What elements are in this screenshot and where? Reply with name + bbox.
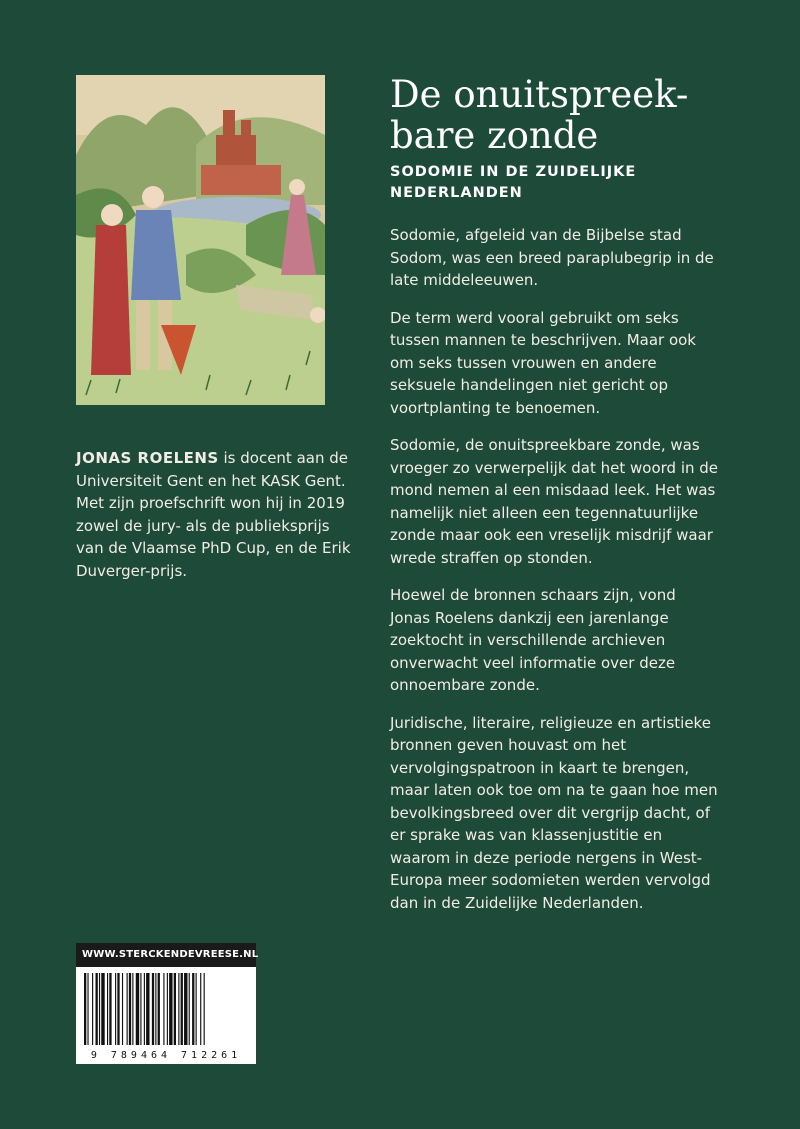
blurb-paragraph-2: De term werd vooral gebruikt om seks tussen mannen te beschrijven. Maar ook om seks tussen vrouwen en andere seksuele handelingen niet gericht op voortplanting te benoemen. <box>390 308 696 417</box>
book-title <box>390 74 770 156</box>
woodcut-image <box>76 75 325 405</box>
barcode-bar <box>87 973 88 1045</box>
barcode-bar <box>140 973 141 1045</box>
barcode-bar <box>96 973 98 1045</box>
barcode-bar <box>167 973 168 1045</box>
publisher-website[interactable]: WWW.STERCKENDEVREESE.NL <box>76 943 256 967</box>
author-name: JONAS ROELENS <box>76 449 219 467</box>
blurb <box>390 224 720 929</box>
barcode-bar <box>127 973 128 1045</box>
cover-illustration <box>76 75 325 405</box>
barcode-bar <box>192 973 194 1045</box>
barcode-bar <box>129 973 131 1045</box>
book-subtitle <box>390 162 750 204</box>
barcode-bar <box>152 973 154 1045</box>
barcode-bar <box>107 973 108 1045</box>
barcode-bar <box>189 973 190 1045</box>
barcode-bar <box>117 973 119 1045</box>
barcode-bar <box>181 973 183 1045</box>
barcode <box>76 967 256 1064</box>
title-line-2: bare zonde <box>390 114 599 157</box>
barcode-bar <box>136 973 139 1045</box>
barcode-bar <box>109 973 111 1045</box>
barcode-bar <box>178 973 179 1045</box>
barcode-bar <box>158 973 160 1045</box>
blurb-paragraph-5: Juridische, literaire, religieuze en artistieke bronnen geven houvast om het vervolgingspatroon in kaart te brengen, maar laten ook toe om na te gaan hoe men bevolkingsbreed over dit vergrijp dacht, of er sprake was van klassenjustitie en waarom in deze periode nergens in West-Europa meer sodomieten werden vervolgd dan in de Zuidelijke Nederlanden. <box>390 713 718 912</box>
barcode-bar <box>204 973 205 1045</box>
isbn-number: 9 789464 712261 <box>90 1050 242 1061</box>
blurb-paragraph-4: Hoewel de bronnen schaars zijn, vond Jonas Roelens dankzij een jarenlange zoektocht in verschillende archieven onverwacht veel informatie over deze onnoembare zonde. <box>390 586 676 694</box>
subtitle-line-2: NEDERLANDEN <box>390 185 523 201</box>
barcode-bar <box>99 973 100 1045</box>
author-bio <box>76 447 356 582</box>
barcode-bar <box>174 973 176 1045</box>
subtitle-line-1: SODOMIE IN DE ZUIDELIJKE <box>390 164 637 180</box>
barcode-bar <box>84 973 86 1045</box>
barcode-bar <box>200 973 201 1045</box>
title-line-1: De onuitspreek- <box>390 73 689 116</box>
author-bio-text: is docent aan de Universiteit Gent en het KASK Gent. Met zijn proefschrift won hij in 2019 zowel de jury- als de publieksprijs van de Vlaamse PhD Cup, en de Erik Duverger-prijs. <box>76 449 351 580</box>
barcode-bar <box>155 973 156 1045</box>
blurb-paragraph-1: Sodomie, afgeleid van de Bijbelse stad Sodom, was een breed paraplubegrip in de late middeleeuwen. <box>390 226 714 289</box>
barcode-block <box>76 943 259 1064</box>
barcode-bar <box>146 973 149 1045</box>
barcode-bar <box>101 973 104 1045</box>
barcode-bar <box>144 973 145 1045</box>
barcode-bar <box>115 973 116 1045</box>
barcode-bar <box>196 973 197 1045</box>
barcode-bar <box>122 973 123 1045</box>
barcode-bar <box>169 973 172 1045</box>
barcode-bar <box>132 973 133 1045</box>
barcode-bars <box>76 967 256 1047</box>
barcode-bar <box>184 973 187 1045</box>
blurb-paragraph-3: Sodomie, de onuitspreekbare zonde, was vroeger zo verwerpelijk dat het woord in de mond nemen al een misdaad leek. Het was namelijk niet alleen een tegennatuurlijke zonde maar ook een vreselijk misdrijf waar wrede straffen op stonden. <box>390 436 719 567</box>
barcode-bar <box>163 973 164 1045</box>
barcode-bar <box>92 973 93 1045</box>
